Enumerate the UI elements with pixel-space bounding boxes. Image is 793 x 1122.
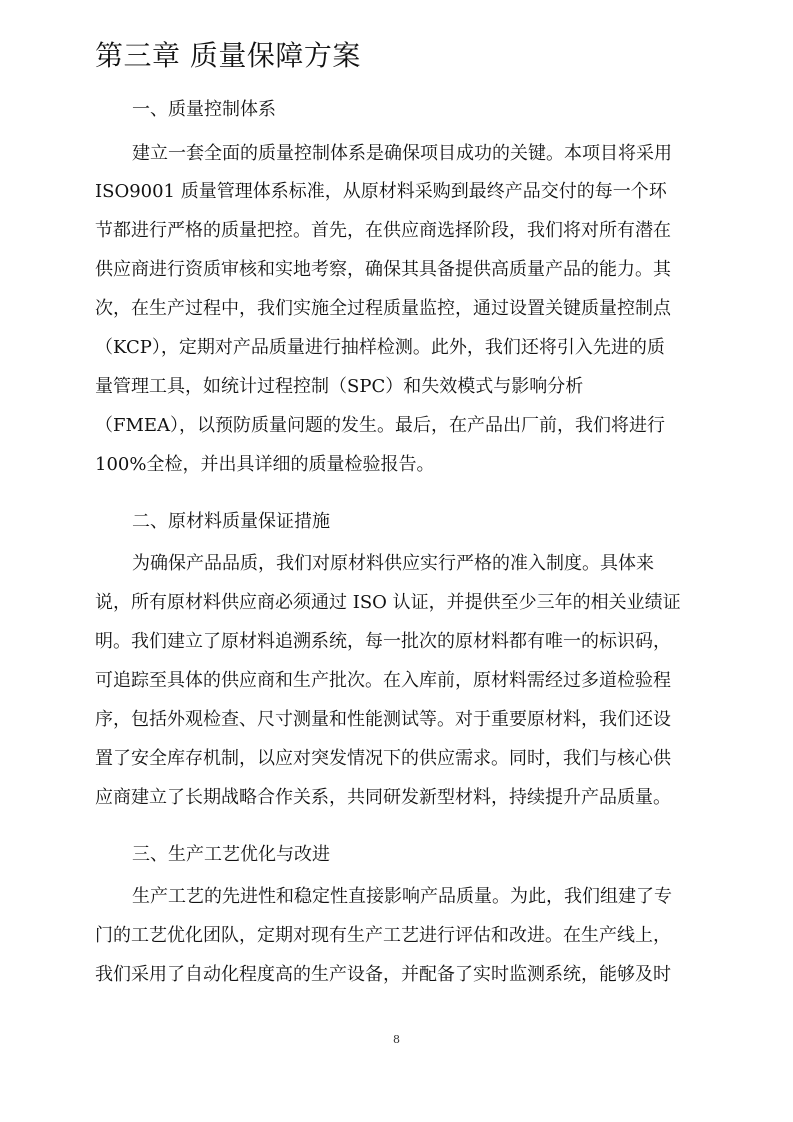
paragraph-line: 节都进行严格的质量把控。首先，在供应商选择阶段，我们将对所有潜在 <box>95 220 671 241</box>
paragraph-line: 门的工艺优化团队，定期对现有生产工艺进行评估和改进。在生产线上， <box>95 925 671 946</box>
paragraph-line: 说，所有原材料供应商必须通过 ISO 认证，并提供至少三年的相关业绩证 <box>95 592 681 613</box>
paragraph-line: 生产工艺的先进性和稳定性直接影响产品质量。为此，我们组建了专 <box>132 886 672 907</box>
paragraph-line: 置了安全库存机制，以应对突发情况下的供应需求。同时，我们与核心供 <box>95 748 671 769</box>
section-heading: 一、质量控制体系 <box>132 99 276 120</box>
section-heading: 二、原材料质量保证措施 <box>132 511 330 532</box>
paragraph-line: 可追踪至具体的供应商和生产批次。在入库前，原材料需经过多道检验程 <box>95 670 671 691</box>
paragraph-line: ISO9001 质量管理体系标准，从原材料采购到最终产品交付的每一个环 <box>95 181 667 202</box>
paragraph-line: 序，包括外观检查、尺寸测量和性能测试等。对于重要原材料，我们还设 <box>95 709 671 730</box>
paragraph-line: 次，在生产过程中，我们实施全过程质量监控，通过设置关键质量控制点 <box>95 298 671 319</box>
page-number: 8 <box>393 1033 400 1046</box>
paragraph-line: 明。我们建立了原材料追溯系统，每一批次的原材料都有唯一的标识码， <box>95 631 671 652</box>
paragraph-line: 供应商进行资质审核和实地考察，确保其具备提供高质量产品的能力。其 <box>95 259 671 280</box>
paragraph-line: （FMEA），以预防质量问题的发生。最后，在产品出厂前，我们将进行 <box>95 415 666 436</box>
paragraph-line: 我们采用了自动化程度高的生产设备，并配备了实时监测系统，能够及时 <box>95 964 671 985</box>
paragraph-line: 量管理工具，如统计过程控制（SPC）和失效模式与影响分析 <box>95 376 584 397</box>
paragraph-line: 为确保产品品质，我们对原材料供应实行严格的准入制度。具体来 <box>132 553 654 574</box>
section-heading: 三、生产工艺优化与改进 <box>132 844 330 865</box>
paragraph-line: 建立一套全面的质量控制体系是确保项目成功的关键。本项目将采用 <box>132 143 672 164</box>
chapter-title: 第三章 质量保障方案 <box>95 39 361 72</box>
paragraph-line: （KCP），定期对产品质量进行抽样检测。此外，我们还将引入先进的质 <box>95 337 665 358</box>
paragraph-line: 应商建立了长期战略合作关系，共同研发新型材料，持续提升产品质量。 <box>95 787 671 808</box>
paragraph-line: 100%全检，并出具详细的质量检验报告。 <box>95 454 435 475</box>
